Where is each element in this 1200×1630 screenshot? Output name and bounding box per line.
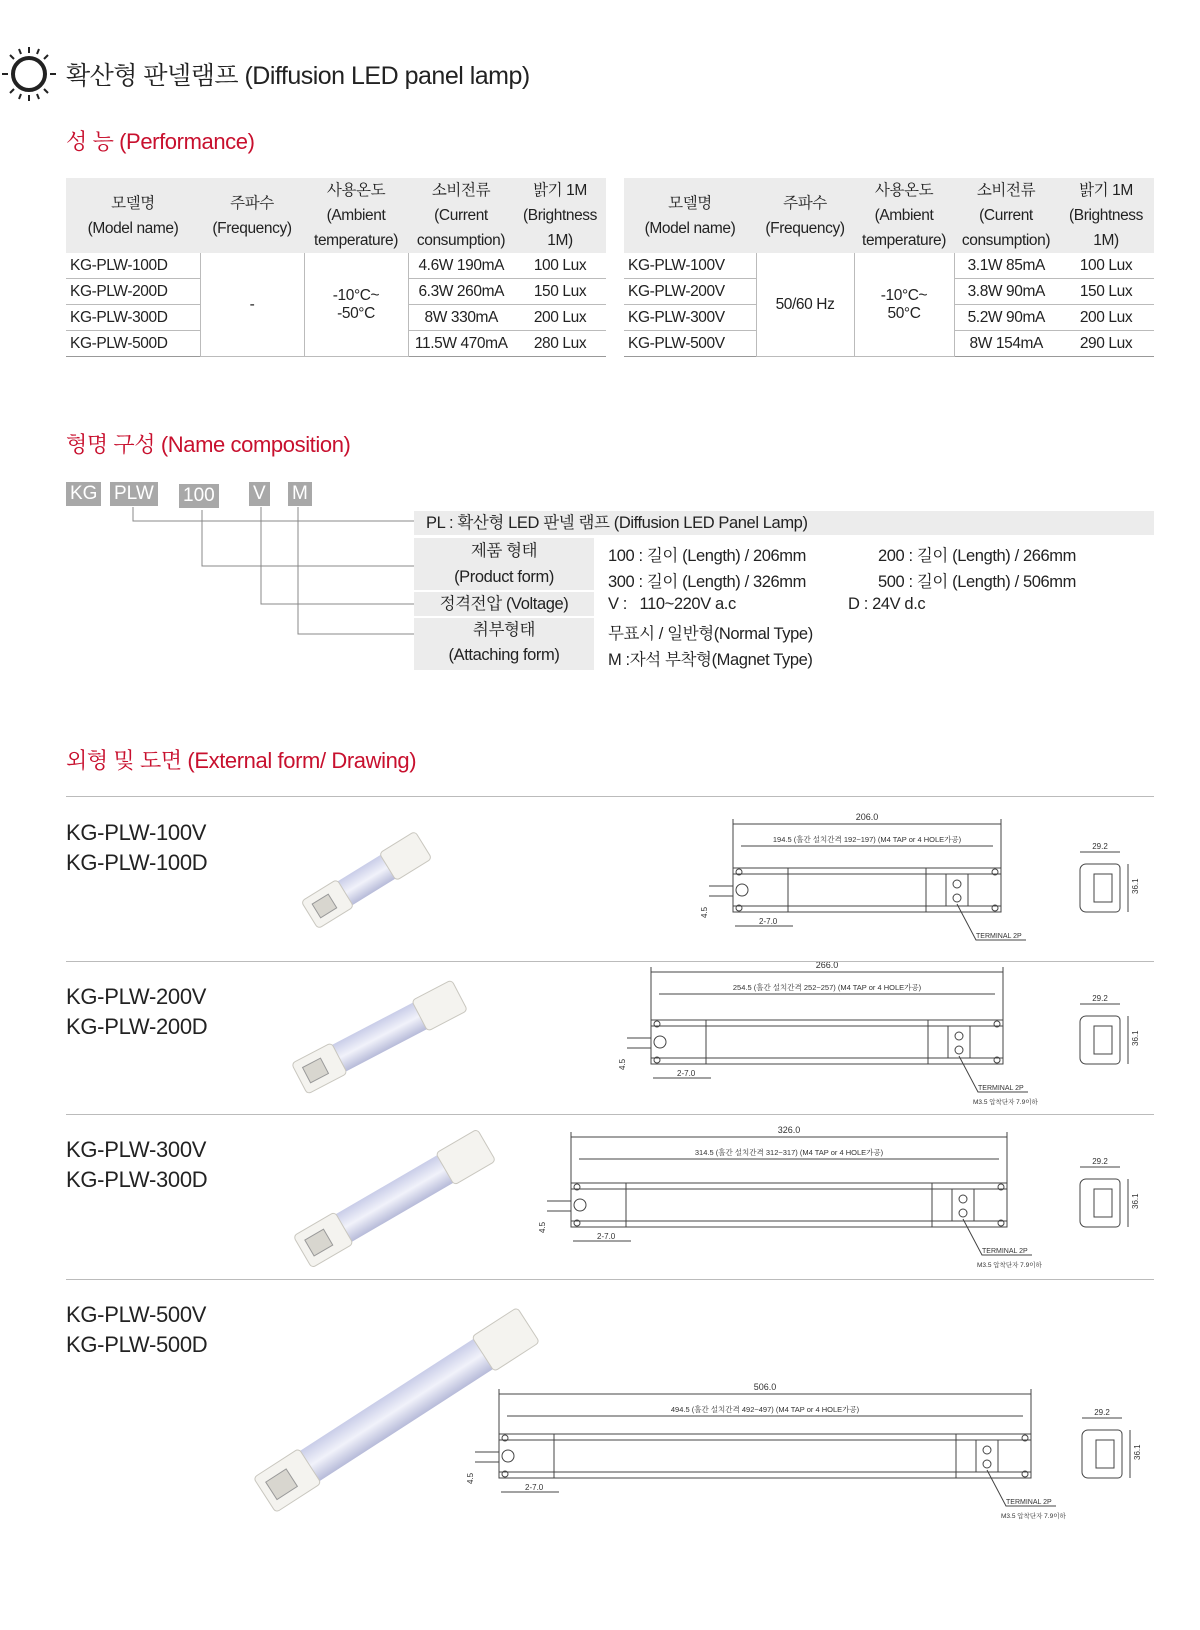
dimension-hole: 314.5 (홀간 설치간격 312~317) (M4 TAP or 4 HOLE가공) (694, 1148, 884, 1157)
product-form-300: 300 : 길이 (Length) / 326mm (608, 573, 806, 591)
drawing-300 (535, 1125, 1155, 1275)
dimension-height: 29.2 (1092, 842, 1108, 851)
brightness-cell: 290 Lux (1058, 331, 1154, 357)
side-detail (1094, 1189, 1112, 1217)
lamp-body (293, 1129, 495, 1268)
terminal-note: M3.5 압착단자 7.9이하 (977, 1262, 1042, 1269)
current-cell: 3.1W 85mA (954, 253, 1058, 279)
side-profile (1082, 1430, 1122, 1478)
page-title: 확산형 판넬램프 (Diffusion LED panel lamp) (66, 62, 530, 90)
terminal-screw (983, 1460, 991, 1468)
dimension-pitch: 2-7.0 (677, 1069, 696, 1078)
header-model: 모델명 (Model name) (624, 178, 756, 253)
model-name-300: KG-PLW-300V KG-PLW-300D (66, 1137, 208, 1192)
terminal-screw (959, 1195, 967, 1203)
header-current: 소비전류 (Current consumption) (408, 178, 514, 253)
dimension-total: 206.0 (855, 812, 879, 822)
header-temperature: 사용온도 (Ambient temperature) (304, 178, 408, 253)
voltage-label: 정격전압 (Voltage) (414, 592, 594, 616)
frequency-cell: 50/60 Hz (756, 253, 854, 357)
temperature-cell: -10°C~ 50°C (854, 253, 954, 357)
code-attach: M (288, 482, 312, 506)
dimension-side: 36.1 (1131, 1193, 1140, 1209)
dimension-slot: 4.5 (700, 906, 709, 918)
model-name-200: KG-PLW-200V KG-PLW-200D (66, 984, 208, 1039)
drawing-100 (695, 808, 1155, 953)
model-cell: KG-PLW-300V (624, 305, 756, 331)
attaching-normal: 무표시 / 일반형(Normal Type) (608, 625, 813, 643)
dimension-side: 36.1 (1131, 1030, 1140, 1046)
model-name-100: KG-PLW-100V KG-PLW-100D (66, 820, 208, 875)
terminal-label: TERMINAL 2P (1006, 1499, 1052, 1506)
terminal-label: TERMINAL 2P (982, 1248, 1028, 1255)
lamp-outline (651, 1020, 1003, 1064)
product-form-200: 200 : 길이 (Length) / 266mm (878, 547, 1076, 565)
header-brightness: 밝기 1M (Brightness 1M) (514, 178, 606, 253)
dimension-slot: 4.5 (466, 1472, 475, 1484)
dimension-pitch: 2-7.0 (525, 1483, 544, 1492)
product-form-label: 제품 형태 (Product form) (414, 538, 594, 590)
model-cell: KG-PLW-500V (624, 331, 756, 357)
model-cell: KG-PLW-100V (624, 253, 756, 279)
brightness-cell: 150 Lux (1058, 279, 1154, 305)
terminal-note: M3.5 압착단자 7.9이하 (1001, 1513, 1066, 1520)
model-cell: KG-PLW-100D (66, 253, 200, 279)
current-cell: 6.3W 260mA (408, 279, 514, 305)
product-form-500: 500 : 길이 (Length) / 506mm (878, 573, 1076, 591)
dimension-height: 29.2 (1092, 1157, 1108, 1166)
divider (66, 1114, 1154, 1115)
terminal-block (946, 874, 968, 906)
lamp-image-200 (278, 975, 478, 1100)
dimension-height: 29.2 (1094, 1408, 1110, 1417)
terminal-block (952, 1189, 974, 1221)
brightness-cell: 100 Lux (1058, 253, 1154, 279)
side-profile (1080, 1179, 1120, 1227)
side-profile (1080, 1016, 1120, 1064)
name-composition-title: 형명 구성 (Name composition) (66, 432, 351, 457)
divider (66, 796, 1154, 797)
pl-description: PL : 확산형 LED 판넬 램프 (Diffusion LED Panel Lamp) (414, 511, 1154, 535)
dimension-side: 36.1 (1133, 1444, 1142, 1460)
dimension-slot: 4.5 (618, 1058, 627, 1070)
dimension-total: 506.0 (753, 1382, 777, 1392)
header-brightness: 밝기 1M (Brightness 1M) (1058, 178, 1154, 253)
frequency-cell: - (200, 253, 304, 357)
side-profile (1080, 864, 1120, 912)
brightness-cell: 200 Lux (514, 305, 606, 331)
dimension-pitch: 2-7.0 (759, 917, 778, 926)
brightness-cell: 150 Lux (514, 279, 606, 305)
drawing-500 (465, 1382, 1155, 1527)
current-cell: 3.8W 90mA (954, 279, 1058, 305)
dimension-pitch: 2-7.0 (597, 1232, 616, 1241)
side-detail (1094, 874, 1112, 902)
brightness-cell: 100 Lux (514, 253, 606, 279)
dimension-total: 326.0 (777, 1125, 801, 1135)
brightness-cell: 280 Lux (514, 331, 606, 357)
terminal-screw (953, 880, 961, 888)
model-cell: KG-PLW-200D (66, 279, 200, 305)
current-cell: 8W 330mA (408, 305, 514, 331)
lamp-outline (571, 1183, 1007, 1227)
terminal-block (948, 1026, 970, 1058)
terminal-block (976, 1440, 998, 1472)
model-cell: KG-PLW-200V (624, 279, 756, 305)
lamp-outline (499, 1434, 1031, 1478)
external-section-title: 외형 및 도면 (External form/ Drawing) (66, 748, 417, 773)
performance-section-title: 성 능 (Performance) (66, 129, 255, 154)
attaching-magnet: M :자석 부착형(Magnet Type) (608, 651, 813, 669)
header-temperature: 사용온도 (Ambient temperature) (854, 178, 954, 253)
terminal-label: TERMINAL 2P (978, 1085, 1024, 1092)
divider (66, 1279, 1154, 1280)
model-cell: KG-PLW-500D (66, 331, 200, 357)
header-model: 모델명 (Model name) (66, 178, 200, 253)
voltage-ac: V : 110~220V a.c (608, 595, 736, 613)
code-kg: KG (66, 482, 101, 506)
dimension-hole: 494.5 (홀간 설치간격 492~497) (M4 TAP or 4 HOLE가공) (670, 1405, 860, 1414)
current-cell: 11.5W 470mA (408, 331, 514, 357)
header-frequency: 주파수 (Frequency) (756, 178, 854, 253)
dimension-side: 36.1 (1131, 878, 1140, 894)
code-plw: PLW (110, 482, 158, 506)
lamp-body (301, 831, 432, 929)
header-frequency: 주파수 (Frequency) (200, 178, 304, 253)
slot (736, 884, 748, 896)
slot (574, 1199, 586, 1211)
dimension-total: 266.0 (815, 962, 839, 970)
voltage-dc: D : 24V d.c (848, 595, 926, 613)
product-form-100: 100 : 길이 (Length) / 206mm (608, 547, 806, 565)
terminal-screw (959, 1209, 967, 1217)
dimension-hole: 254.5 (홀간 설치간격 252~257) (M4 TAP or 4 HOLE가공) (732, 983, 922, 992)
dimension-hole: 194.5 (홀간 설치간격 192~197) (M4 TAP or 4 HOLE가공) (772, 835, 962, 844)
slot (654, 1036, 666, 1048)
terminal-note: M3.5 압착단자 7.9이하 (973, 1099, 1038, 1106)
attaching-form-label: 취부형태 (Attaching form) (414, 618, 594, 670)
terminal-screw (983, 1446, 991, 1454)
name-connector-lines (0, 0, 1200, 700)
lamp-body (291, 980, 467, 1094)
lamp-outline (733, 868, 1001, 912)
side-detail (1094, 1026, 1112, 1054)
brightness-cell: 200 Lux (1058, 305, 1154, 331)
drawing-200 (615, 962, 1155, 1112)
terminal-label: TERMINAL 2P (976, 933, 1022, 940)
temperature-cell: -10°C~ -50°C (304, 253, 408, 357)
dimension-slot: 4.5 (538, 1221, 547, 1233)
code-length: 100 (179, 484, 219, 508)
dimension-height: 29.2 (1092, 994, 1108, 1003)
terminal-screw (955, 1046, 963, 1054)
current-cell: 5.2W 90mA (954, 305, 1058, 331)
lamp-image-100 (285, 825, 445, 935)
terminal-screw (955, 1032, 963, 1040)
model-cell: KG-PLW-300D (66, 305, 200, 331)
code-voltage: V (249, 482, 270, 506)
header-current: 소비전류 (Current consumption) (954, 178, 1058, 253)
side-detail (1096, 1440, 1114, 1468)
model-name-500: KG-PLW-500V KG-PLW-500D (66, 1302, 208, 1357)
current-cell: 4.6W 190mA (408, 253, 514, 279)
terminal-screw (953, 894, 961, 902)
current-cell: 8W 154mA (954, 331, 1058, 357)
slot (502, 1450, 514, 1462)
lamp-image-300 (278, 1125, 508, 1275)
